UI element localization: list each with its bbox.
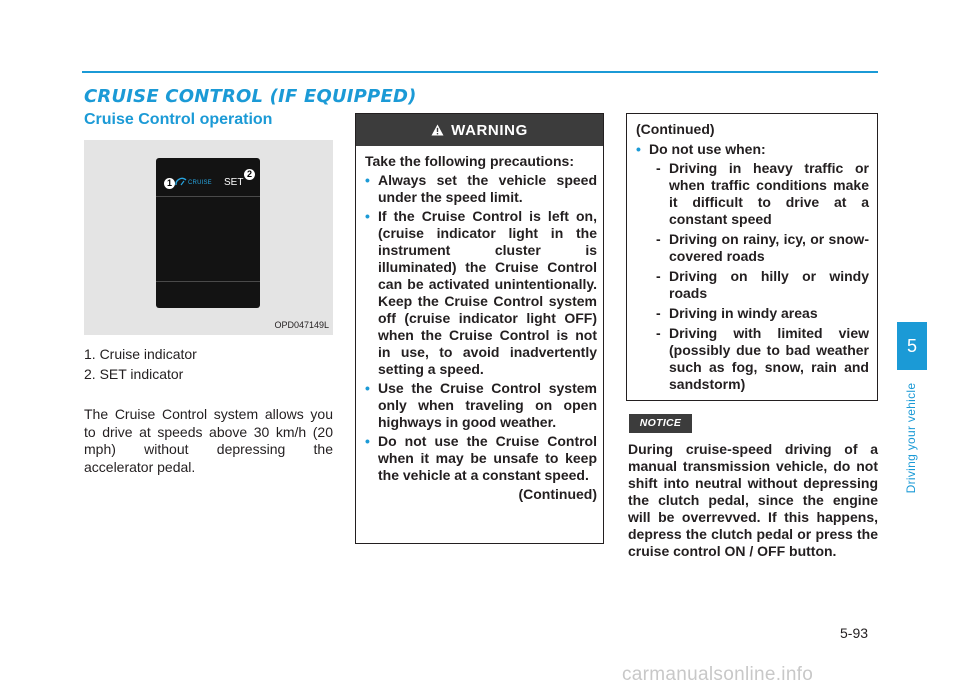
callout-1: 1 — [164, 178, 175, 189]
notice-label: NOTICE — [629, 414, 692, 433]
warning-bullet: • If the Cruise Control is left on, (cruise indicator light in the instrument cluster is illuminated) the Cruise Control can be activated unintentionally. Keep the Cruise Control system off (cruise indicator light OFF) when the Cruise Control is not in use, to avoid inadvertently setting a speed. — [365, 208, 597, 378]
continued-warning-box — [626, 113, 878, 401]
continued-label: (Continued) — [518, 486, 597, 502]
continued-bullet: • Do not use when: — [636, 141, 869, 158]
condition-item: - Driving in windy areas — [656, 305, 818, 321]
cluster-display — [156, 158, 260, 308]
condition-item: - Driving on hilly or windy roads — [656, 268, 869, 301]
warning-label: WARNING — [451, 121, 528, 139]
chapter-side-label: Driving your vehicle — [904, 382, 918, 494]
legend-list — [84, 345, 197, 384]
set-indicator: SET — [224, 177, 244, 188]
condition-text: Driving on rainy, icy, or snow-covered roads — [669, 231, 869, 264]
sub-title: Cruise Control operation — [84, 111, 273, 128]
condition-item: - Driving on rainy, icy, or snow-covered roads — [656, 231, 869, 264]
figure-code: OPD047149L — [274, 320, 329, 330]
cruise-indicator: CRUISE — [188, 180, 212, 186]
condition-text: Driving with limited view (possibly due to bad weather such as fog, snow, rain and sandstorm) — [669, 325, 869, 392]
callout-2: 2 — [244, 169, 255, 180]
warning-bullet: • Always set the vehicle speed under the speed limit. — [365, 172, 597, 206]
condition-text: Driving in heavy traffic or when traffic conditions make it difficult to drive at a constant speed — [669, 160, 869, 227]
condition-text: Driving in windy areas — [669, 305, 818, 321]
condition-item: - Driving with limited view (possibly due to bad weather such as fog, snow, rain and sandstorm) — [656, 325, 869, 392]
warning-intro: Take the following precautions: — [365, 153, 574, 169]
header-rule — [82, 71, 878, 73]
condition-item: - Driving in heavy traffic or when traffic conditions make it difficult to drive at a constant speed — [656, 160, 869, 227]
cluster-figure — [84, 140, 333, 335]
chapter-tab: 5 — [897, 322, 927, 370]
warning-bullet: • Do not use the Cruise Control when it may be unsafe to keep the vehicle at a constant speed. — [365, 433, 597, 484]
warning-icon — [431, 124, 444, 136]
page-number: 5-93 — [840, 625, 869, 641]
watermark: carmanualsonline.info — [622, 664, 814, 685]
warning-header — [356, 114, 603, 146]
display-divider — [156, 196, 260, 197]
warning-bullet: • Use the Cruise Control system only when traveling on open highways in good weather. — [365, 380, 597, 431]
section-title: CRUISE CONTROL (IF EQUIPPED) — [84, 86, 417, 107]
legend-item: 2. SET indicator — [84, 365, 184, 382]
notice-text: During cruise-speed driving of a manual transmission vehicle, do not shift into neutral without depressing the clutch pedal, since the engine will be overrevved. If this happens, depress the clutch pedal or press the cruise control ON / OFF button. — [628, 441, 878, 559]
body-paragraph: The Cruise Control system allows you to drive at speeds above 30 km/h (20 mph) without depressing the accelerator pedal. — [84, 406, 333, 475]
warning-box — [355, 113, 604, 544]
display-divider — [156, 281, 260, 282]
continued-title: (Continued) — [636, 121, 715, 137]
legend-item: 1. Cruise indicator — [84, 346, 197, 362]
condition-text: Driving on hilly or windy roads — [669, 268, 869, 301]
